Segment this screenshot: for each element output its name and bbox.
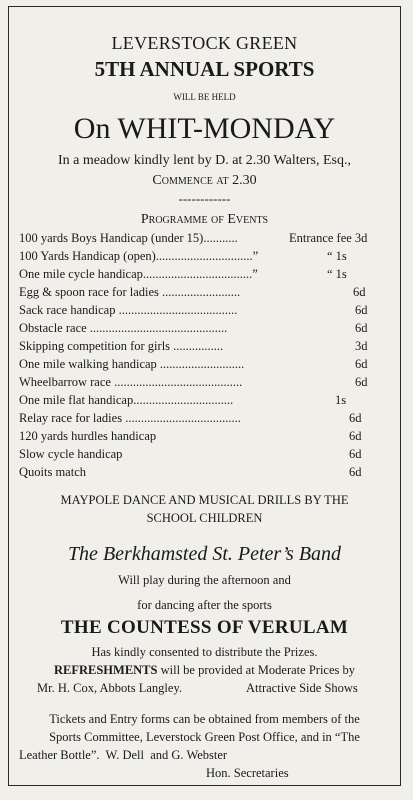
- event-fee: 6d: [355, 375, 368, 389]
- band-name: The Berkhamsted St. Peter’s Band: [67, 543, 342, 565]
- event-name: Sack race handicap ......................................: [19, 303, 238, 317]
- band-line1: Will play during the afternoon and: [118, 573, 291, 587]
- village-name: LEVERSTOCK GREEN: [111, 33, 298, 53]
- event-title: 5TH ANNUAL SPORTS: [94, 57, 315, 81]
- event-fee: “ 1s: [327, 249, 347, 263]
- divider: ------------: [178, 191, 231, 206]
- event-fee: “ 1s: [327, 267, 347, 281]
- event-name: One mile flat handicap................................: [19, 393, 234, 407]
- event-name: One mile cycle handicap...................................”: [19, 267, 258, 281]
- event-row: [19, 267, 391, 285]
- maypole-line2: SCHOOL CHILDREN: [146, 511, 263, 525]
- caterer-line: Mr. H. Cox, Abbots Langley.: [37, 681, 183, 695]
- footer-line3: Leather Bottle”. W. Dell and G. Webster: [19, 748, 228, 762]
- event-fee: Entrance fee 3d: [289, 231, 368, 245]
- event-name: Obstacle race ............................................: [19, 321, 228, 335]
- event-row: [19, 447, 391, 465]
- event-fee: 6d: [349, 465, 362, 479]
- event-row: [19, 393, 391, 411]
- event-fee: 6d: [353, 285, 366, 299]
- sports-poster: [8, 6, 401, 786]
- event-row: [19, 375, 391, 393]
- event-fee: 6d: [349, 411, 362, 425]
- event-row: [19, 411, 391, 429]
- maypole-line1: MAYPOLE DANCE AND MUSICAL DRILLS BY THE: [60, 493, 349, 507]
- refreshments-bold: REFRESHMENTS: [53, 663, 158, 677]
- event-row: [19, 357, 391, 375]
- event-name: 120 yards hurdles handicap: [19, 429, 157, 443]
- start-time: Commence at 2.30: [152, 173, 257, 188]
- event-name: Slow cycle handicap: [19, 447, 123, 461]
- event-name: One mile walking handicap ...........................: [19, 357, 245, 371]
- event-fee: 6d: [349, 447, 362, 461]
- event-row: [19, 231, 391, 249]
- event-row: [19, 429, 391, 447]
- event-day: On WHIT-MONDAY: [73, 112, 336, 145]
- event-name: 100 Yards Handicap (open)...............................”: [19, 249, 259, 263]
- event-name: 100 yards Boys Handicap (under 15)...........: [19, 231, 238, 245]
- programme-title: Programme of Events: [140, 212, 269, 227]
- event-fee: 1s: [335, 393, 347, 407]
- venue-line: In a meadow kindly lent by D. at 2.30 Walters, Esq.,: [58, 153, 351, 168]
- event-name: Quoits match: [19, 465, 87, 479]
- event-fee: 6d: [355, 303, 368, 317]
- refreshments-line: [9, 663, 400, 678]
- footer-line2: Sports Committee, Leverstock Green Post Office, and in “The: [49, 730, 360, 744]
- event-row: [19, 321, 391, 339]
- countess-name: THE COUNTESS OF VERULAM: [60, 617, 349, 638]
- hon-secretaries: Hon. Secretaries: [206, 766, 289, 780]
- event-name: Skipping competition for girls ................: [19, 339, 224, 353]
- footer-line1: Tickets and Entry forms can be obtained from members of the: [49, 712, 360, 726]
- event-name: Relay race for ladies .....................................: [19, 411, 241, 425]
- event-row: [19, 465, 391, 483]
- event-name: Egg & spoon race for ladies .........................: [19, 285, 241, 299]
- event-fee: 6d: [355, 321, 368, 335]
- event-fee: 6d: [355, 357, 368, 371]
- will-be-held: WILL BE HELD: [173, 92, 236, 102]
- event-fee: 6d: [349, 429, 362, 443]
- prizes-line: Has kindly consented to distribute the Prizes.: [91, 645, 318, 659]
- event-row: [19, 339, 391, 357]
- event-fee: 3d: [355, 339, 368, 353]
- event-name: Wheelbarrow race .........................................: [19, 375, 243, 389]
- event-row: [19, 285, 391, 303]
- event-row: [19, 249, 391, 267]
- band-line2: for dancing after the sports: [137, 598, 272, 612]
- side-shows: Attractive Side Shows: [246, 681, 358, 695]
- event-row: [19, 303, 391, 321]
- refreshments-rest: will be provided at Moderate Prices by: [157, 663, 356, 677]
